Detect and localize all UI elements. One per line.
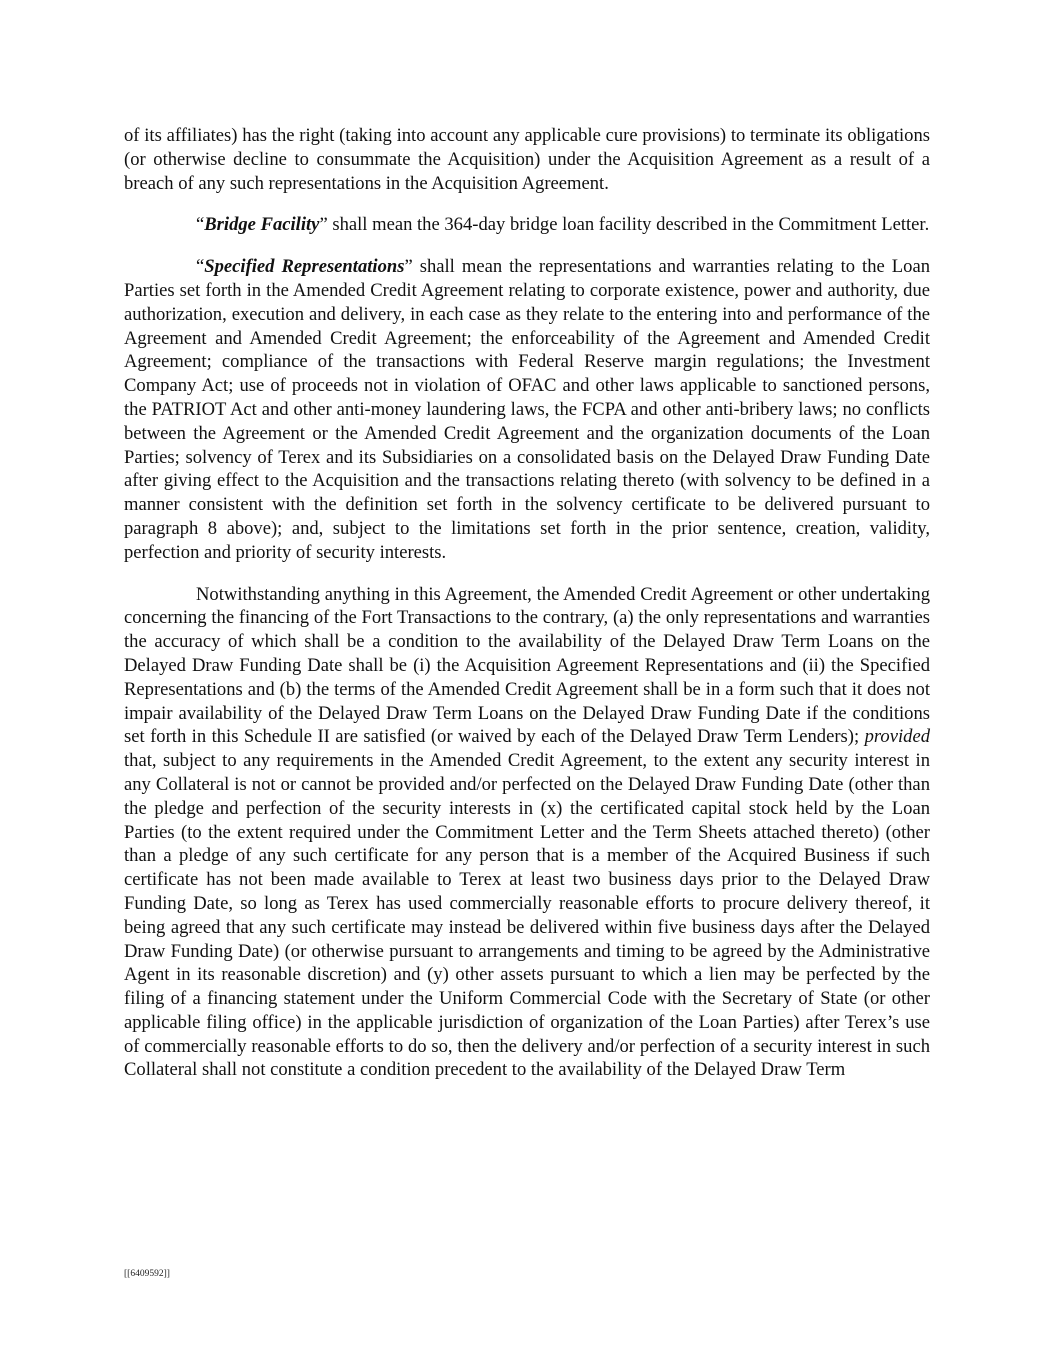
definition-text: ” shall mean the 364-day bridge loan facility described in the Commitment Letter. bbox=[319, 214, 930, 236]
open-quote: “ bbox=[196, 214, 205, 236]
definition-text: ” shall mean the representations and warranties relating to the Loan Parties set forth in the Amended Credit Agreement relating to corporate existence, power and authority, due authorization, execution and delivery, in each case as they relate to the entering into and performance of the Agreement and Amended Credit Agreement; the enforceability of the Agreement and Amended Credit Agreement; compliance of the transactions with Federal Reserve margin regulations; the Investment Company Act; use of proceeds not in violation of OFAC and other laws applicable to sanctioned persons, the PATRIOT Act and other anti-money laundering laws, the FCPA and other anti-bribery laws; no conflicts between the Agreement or the Amended Credit Agreement and the organization documents of the Loan Parties; solvency of Terex and its Subsidiaries on a consolidated basis on the Delayed Draw Funding Date after giving effect to the Acquisition and the transactions relating thereto (with solvency to be defined in a manner consistent with the definition set forth in the solvency certificate to be delivered pursuant to paragraph 8 above); and, subject to the limitations set forth in the prior sentence, creation, validity, perfection and priority of security interests. bbox=[124, 256, 931, 563]
open-quote: “ bbox=[196, 256, 205, 278]
paragraph-notwithstanding bbox=[124, 583, 930, 1083]
paragraph-continuation: of its affiliates) has the right (taking into account any applicable cure provisions) to terminate its obligations (or otherwise decline to consummate the Acquisition) under the Acquisition Agreement as a result of a breach of any such representations in the Acquisition Agreement. bbox=[124, 125, 930, 194]
document-id-footer: [[6409592]] bbox=[124, 1269, 170, 1279]
italic-provided: provided bbox=[864, 726, 930, 748]
definition-bridge-facility bbox=[124, 213, 930, 237]
defined-term: Specified Representations bbox=[204, 256, 405, 278]
paragraph-text: that, subject to any requirements in the Amended Credit Agreement, to the extent any security interest in any Collateral is not or cannot be provided and/or perfected on the Delayed Draw Funding Date (other than the pledge and perfection of the security interests in (x) the certificated capital stock held by the Loan Parties (to the extent required under the Commitment Letter and the Term Sheets attached thereto) (other than a pledge of any such certificate for any person that is a member of the Acquired Business if such certificate has not been made available to Terex at least two business days prior to the Delayed Draw Funding Date, so long as Terex has used commercially reasonable efforts to procure delivery thereof, it being agreed that any such certificate may instead be delivered within five business days after the Delayed Draw Funding Date) (or otherwise pursuant to arrangements and timing to be agreed by the Administrative Agent in its reasonable discretion) and (y) other assets pursuant to which a lien may be perfected by the filing of a financing statement under the Uniform Commercial Code with the Secretary of State (or other applicable filing office) in the applicable jurisdiction of organization of the Loan Parties) after Terex’s use of commercially reasonable efforts to do so, then the delivery and/or perfection of a security interest in such Collateral shall not constitute a condition precedent to the availability of the Delayed Draw Term bbox=[124, 750, 930, 1081]
definition-specified-representations bbox=[124, 255, 930, 564]
paragraph-text: Notwithstanding anything in this Agreement, the Amended Credit Agreement or other undertaking concerning the financing of the Fort Transactions to the contrary, (a) the only representations and warranties the accuracy of which shall be a condition to the availability of the Delayed Draw Term Loans on the Delayed Draw Funding Date shall be (i) the Acquisition Agreement Representations and (ii) the Specified Representations and (b) the terms of the Amended Credit Agreement shall be in a form such that it does not impair availability of the Delayed Draw Term Loans on the Delayed Draw Funding Date if the conditions set forth in this Schedule II are satisfied (or waived by each of the Delayed Draw Term Lenders); bbox=[124, 583, 930, 748]
defined-term: Bridge Facility bbox=[204, 214, 320, 236]
document-body bbox=[124, 124, 930, 1100]
